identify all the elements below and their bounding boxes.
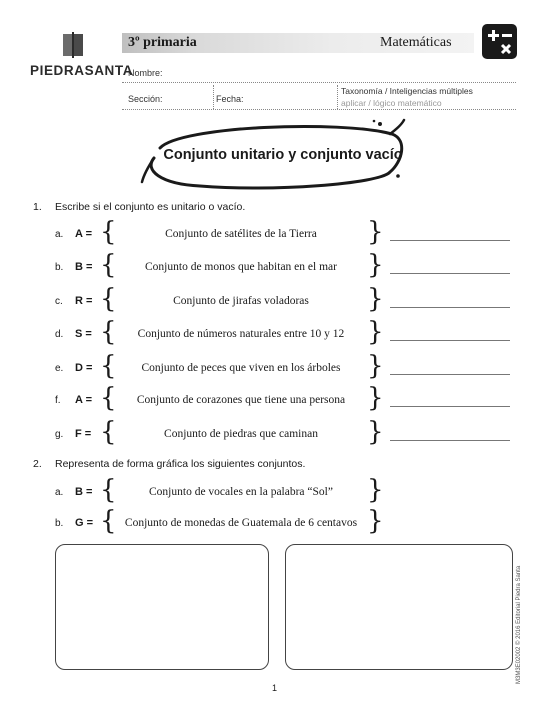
drawing-box-a[interactable] [55,544,269,670]
math-operations-icon [482,24,517,59]
set-variable: D = [75,362,93,374]
grade-label: 3º primaria [128,35,197,50]
open-brace: { [100,317,117,347]
close-brace: } [367,383,384,413]
open-brace: { [100,217,117,247]
divider [213,85,214,109]
item-letter: e. [55,363,64,374]
answer-line[interactable] [390,440,510,441]
set-variable: R = [75,295,93,307]
answer-line[interactable] [390,406,510,407]
taxonomy-label: Taxonomía / Inteligencias múltiples [341,86,473,96]
question-text: Escribe si el conjunto es unitario o vacío. [55,201,246,213]
date-label: Fecha: [216,94,244,104]
set-variable: B = [75,261,93,273]
page-number: 1 [272,683,278,693]
taxonomy-value: aplicar / lógico matemático [341,98,442,108]
close-brace: } [367,351,384,381]
item-letter: a. [55,487,64,498]
set-description: Conjunto de corazones que tiene una persona [136,394,346,406]
drawing-box-b[interactable] [285,544,513,670]
item-letter: d. [55,329,64,340]
item-letter: b. [55,262,64,273]
name-label: Nombre: [128,68,163,78]
set-description: Conjunto de monos que habitan en el mar [145,261,337,273]
section-field[interactable] [168,90,212,106]
set-description: Conjunto de piedras que caminan [164,428,318,440]
close-brace: } [367,284,384,314]
divider [337,85,338,109]
close-brace: } [367,217,384,247]
publisher-logo [62,32,84,58]
set-variable: S = [75,328,92,340]
open-brace: { [100,351,117,381]
answer-line[interactable] [390,374,510,375]
item-letter: b. [55,518,64,529]
set-description: Conjunto de números naturales entre 10 y 12 [137,328,345,340]
open-brace: { [100,250,117,280]
item-letter: c. [55,296,63,307]
item-letter: f. [55,395,61,406]
publisher-name: PIEDRASANTA [30,63,134,78]
answer-line[interactable] [390,340,510,341]
book-logo-icon [62,32,84,58]
divider [122,82,516,83]
close-brace: } [367,317,384,347]
question-text: Representa de forma gráfica los siguientes conjuntos. [55,458,306,470]
answer-line[interactable] [390,240,510,241]
set-description: Conjunto de satélites de la Tierra [165,228,317,240]
close-brace: } [367,250,384,280]
answer-line[interactable] [390,273,510,274]
question-number: 2. [33,458,42,470]
set-variable: G = [75,517,94,529]
set-description: Conjunto de jirafas voladoras [173,295,309,307]
close-brace: } [367,417,384,447]
name-field[interactable] [163,64,474,80]
worksheet-title: Conjunto unitario y conjunto vacío [163,147,403,163]
open-brace: { [100,417,117,447]
question-number: 1. [33,201,42,213]
answer-line[interactable] [390,307,510,308]
set-variable: F = [75,428,92,440]
close-brace: } [367,506,384,536]
open-brace: { [100,475,117,505]
copyright-text: M3M3E02002 © 2016 Editorial Piedra Santa [516,565,522,684]
subject-label: Matemáticas [380,35,452,50]
item-letter: a. [55,229,64,240]
set-variable: B = [75,486,93,498]
close-brace: } [367,475,384,505]
section-label: Sección: [128,94,163,104]
open-brace: { [100,284,117,314]
open-brace: { [100,383,117,413]
set-description: Conjunto de peces que viven en los árboles [141,362,341,374]
item-letter: g. [55,429,64,440]
set-variable: A = [75,228,93,240]
set-description: Conjunto de monedas de Guatemala de 6 centavos [124,517,358,529]
set-variable: A = [75,394,93,406]
open-brace: { [100,506,117,536]
set-description: Conjunto de vocales en la palabra “Sol” [149,486,333,498]
date-field[interactable] [245,90,335,106]
divider [122,109,516,110]
